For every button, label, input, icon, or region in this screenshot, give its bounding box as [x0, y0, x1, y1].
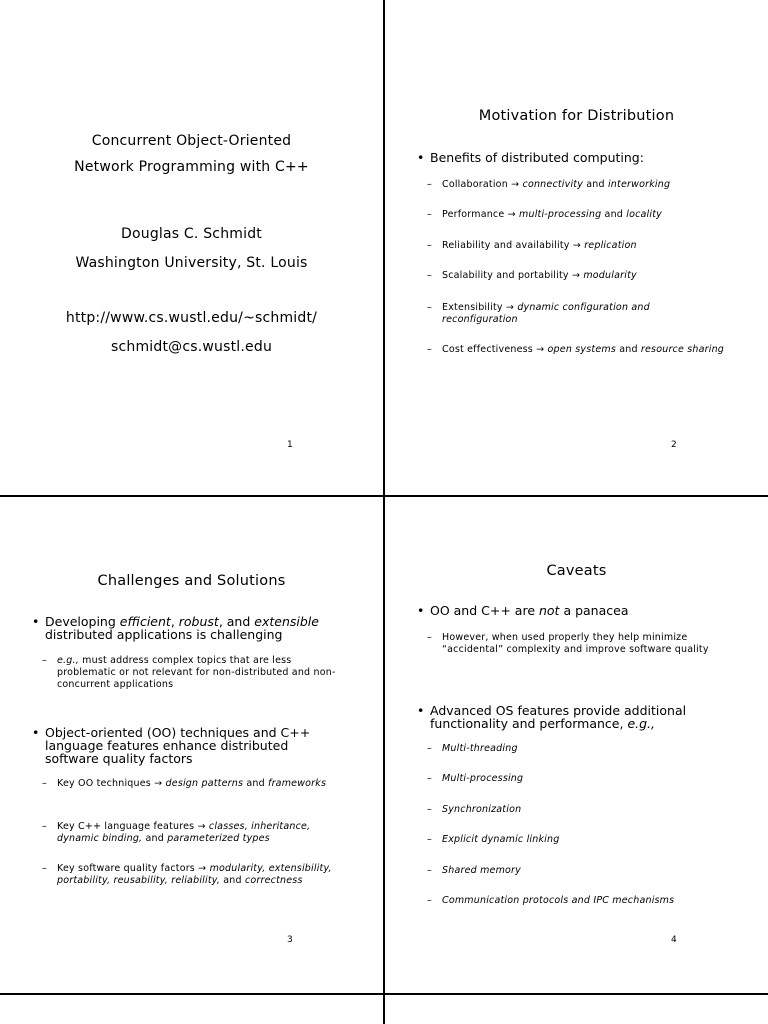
- list-item-multi-threading: – Multi-threading: [427, 743, 518, 754]
- homepage-url: http://www.cs.wustl.edu/~schmidt/: [65, 310, 318, 326]
- slide-2-title: Motivation for Distribution: [478, 108, 675, 124]
- slide-1: [0, 0, 383, 495]
- list-item-dynamic-linking: – Explicit dynamic linking: [427, 834, 560, 845]
- slide-3-title: Challenges and Solutions: [97, 573, 286, 589]
- slide-4: [385, 497, 768, 992]
- slide-4-title: Caveats: [546, 563, 607, 579]
- bullet-panacea: • OO and C++ are not a panacea: [417, 603, 629, 618]
- sub-item-oo-techniques: – Key OO techniques → design patterns and frameworks: [42, 778, 327, 789]
- page-number: 2: [671, 440, 677, 450]
- slide-1-title-line-1: Concurrent Object-Oriented: [91, 133, 292, 149]
- sub-item-quality-factors: – Key software quality factors → modularity, extensibility, portability, reusability, reliability, and correctness: [42, 863, 332, 886]
- list-item-ipc: – Communication protocols and IPC mechanisms: [427, 895, 675, 906]
- list-item-cost: – Cost effectiveness → open systems and resource sharing: [427, 344, 725, 355]
- horizontal-divider-bottom: [0, 993, 768, 995]
- bullet-developing: • Developing efficient, robust, and extensible distributed applications is challenging: [32, 614, 319, 642]
- affiliation: Washington University, St. Louis: [75, 255, 308, 271]
- sub-item-eg: – e.g., must address complex topics that are less problematic or not relevant for non-distributed and non-concurrent applications: [42, 655, 336, 690]
- email-address: schmidt@cs.wustl.edu: [110, 339, 273, 355]
- list-item-reliability: – Reliability and availability → replication: [427, 240, 637, 251]
- list-item-multi-processing: – Multi-processing: [427, 773, 524, 784]
- list-item-collaboration: – Collaboration → connectivity and interworking: [427, 179, 671, 190]
- list-item-scalability: – Scalability and portability → modularity: [427, 270, 637, 281]
- bullet-advanced-os: • Advanced OS features provide additional functionality and performance, e.g.,: [417, 703, 687, 731]
- list-item-performance: – Performance → multi-processing and locality: [427, 209, 662, 220]
- page-number: 1: [287, 440, 293, 450]
- bullet-benefits: • Benefits of distributed computing:: [417, 150, 644, 165]
- list-item-extensibility: – Extensibility → dynamic configuration and reconfiguration: [427, 302, 650, 325]
- page-number: 4: [671, 935, 677, 945]
- sub-item-however: – However, when used properly they help minimize “accidental” complexity and improve software quality: [427, 632, 709, 655]
- slide-3: [0, 497, 383, 992]
- slide-1-title-line-2: Network Programming with C++: [74, 159, 309, 175]
- list-item-shared-memory: – Shared memory: [427, 865, 521, 876]
- bullet-oo-techniques: • Object-oriented (OO) techniques and C++ language features enhance distributed software quality factors: [32, 725, 311, 766]
- page-number: 3: [287, 935, 293, 945]
- slide-2: [385, 0, 768, 495]
- author-name: Douglas C. Schmidt: [121, 226, 262, 242]
- list-item-synchronization: – Synchronization: [427, 804, 522, 815]
- sub-item-cpp-features: – Key C++ language features → classes, inheritance, dynamic binding, and parameterized types: [42, 821, 311, 844]
